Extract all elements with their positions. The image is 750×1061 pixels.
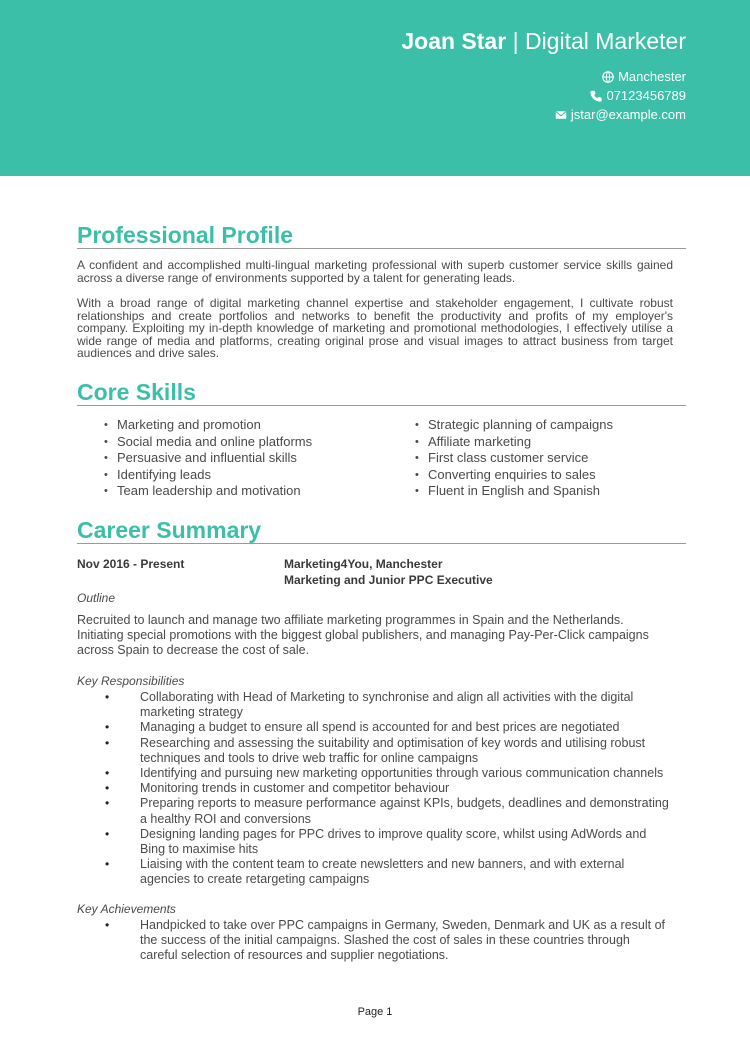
list-item-line: • Researching and assessing the suitability and optimisation of key words and utilising robust bbox=[140, 735, 646, 750]
job-role: Marketing and Junior PPC Executive bbox=[284, 573, 493, 587]
achievements-list bbox=[77, 918, 677, 964]
list-item bbox=[77, 766, 677, 781]
skill-item: • Identifying leads bbox=[104, 467, 312, 484]
skill-item: • Team leadership and motivation bbox=[104, 483, 312, 500]
skill-item: • Converting enquiries to sales bbox=[415, 467, 613, 484]
skill-item: • Marketing and promotion bbox=[104, 417, 312, 434]
header-banner bbox=[0, 0, 750, 176]
list-item bbox=[77, 857, 677, 887]
list-item bbox=[77, 918, 677, 964]
section-heading-profile: Professional Profile bbox=[77, 222, 686, 249]
list-item-line: • Monitoring trends in customer and competitor behaviour bbox=[140, 781, 450, 796]
skills-list-left bbox=[104, 417, 312, 500]
section-heading-skills: Core Skills bbox=[77, 379, 686, 406]
skill-item: • First class customer service bbox=[415, 450, 613, 467]
contact-location bbox=[602, 69, 686, 84]
outline-text bbox=[77, 613, 677, 658]
profile-paragraph-1: A confident and accomplished multi-lingual marketing professional with superb customer service skills gained across a diverse range of environments supported by a talent for generating leads. bbox=[77, 258, 673, 285]
list-item-line: agencies to create retargeting campaigns bbox=[140, 872, 370, 887]
list-item bbox=[77, 720, 677, 735]
list-item-line: Bing to maximise hits bbox=[140, 842, 259, 857]
job-title: Digital Marketer bbox=[524, 28, 686, 54]
skill-item: • Persuasive and influential skills bbox=[104, 450, 312, 467]
list-item-line: careful selection of resources and supplier negotiations. bbox=[140, 948, 449, 963]
list-item-line: techniques and tools to drive web traffic for online campaigns bbox=[140, 750, 479, 765]
outline-line: across Spain to decrease the cost of sale. bbox=[77, 643, 310, 657]
location-text: Manchester bbox=[618, 69, 686, 84]
list-item bbox=[77, 690, 677, 720]
responsibilities-list bbox=[77, 690, 677, 888]
list-item bbox=[77, 796, 677, 826]
list-item-line: • Identifying and pursuing new marketing opportunities through various communication channels bbox=[140, 766, 664, 781]
page-number: Page 1 bbox=[357, 1006, 393, 1018]
list-item-line: the success of the initial campaigns. Slashed the cost of sales in these countries through bbox=[140, 933, 630, 948]
list-item-line: • Handpicked to take over PPC campaigns in Germany, Sweden, Denmark and UK as a result of bbox=[140, 918, 666, 932]
list-item-line: • Managing a budget to ensure all spend is accounted for and best prices are negotiated bbox=[140, 720, 620, 735]
list-item-line: marketing strategy bbox=[140, 705, 243, 720]
list-item-line: • Collaborating with Head of Marketing to synchronise and align all activities with the digital bbox=[140, 690, 634, 704]
outline-line: Initiating special promotions with the biggest global publishers, and managing Pay-Per-Click campaigns bbox=[77, 628, 649, 642]
job-date: Nov 2016 - Present bbox=[77, 557, 185, 571]
phone-icon bbox=[590, 90, 602, 102]
job-company: Marketing4You, Manchester bbox=[284, 557, 443, 571]
skills-list-right bbox=[415, 417, 613, 500]
list-item-line: • Preparing reports to measure performance against KPIs, budgets, deadlines and demonstrating bbox=[140, 796, 669, 811]
email-link[interactable]: jstar@example.com bbox=[570, 107, 686, 122]
contact-email bbox=[555, 107, 686, 122]
name-separator: | bbox=[506, 28, 525, 54]
list-item-line: • Designing landing pages for PPC drives to improve quality score, whilst using AdWords and bbox=[140, 826, 647, 841]
outline-label: Outline bbox=[77, 591, 116, 605]
list-item bbox=[77, 827, 677, 857]
list-item bbox=[77, 736, 677, 766]
responsibilities-label: Key Responsibilities bbox=[77, 674, 185, 688]
phone-text: 07123456789 bbox=[606, 88, 686, 103]
envelope-icon bbox=[555, 109, 567, 121]
outline-line: Recruited to launch and manage two affiliate marketing programmes in Spain and the Netherlands. bbox=[77, 613, 624, 627]
skill-item: • Social media and online platforms bbox=[104, 434, 312, 451]
contact-phone bbox=[590, 88, 686, 103]
candidate-name: Joan Star bbox=[401, 28, 507, 54]
name-title-line bbox=[401, 28, 686, 55]
globe-icon bbox=[602, 71, 614, 83]
list-item-line: • Liaising with the content team to create newsletters and new banners, and with external bbox=[140, 857, 625, 872]
list-item bbox=[77, 781, 677, 796]
profile-paragraph-2: With a broad range of digital marketing channel expertise and stakeholder engagement, I cultivate robust relationships and create portfolios and networks to benefit the productivity and profits of my employer's company. Exploiting my in-depth knowledge of marketing and promotional methodologies, I effectively utilise a wide range of media and platforms, creating original prose and visual images to attract business from target audiences and drive sales. bbox=[77, 296, 673, 360]
skill-item: • Affiliate marketing bbox=[415, 434, 613, 451]
achievements-label: Key Achievements bbox=[77, 902, 176, 916]
list-item-line: a healthy ROI and conversions bbox=[140, 811, 311, 826]
section-heading-career: Career Summary bbox=[77, 517, 686, 544]
skill-item: • Strategic planning of campaigns bbox=[415, 417, 613, 434]
skill-item: • Fluent in English and Spanish bbox=[415, 483, 613, 500]
